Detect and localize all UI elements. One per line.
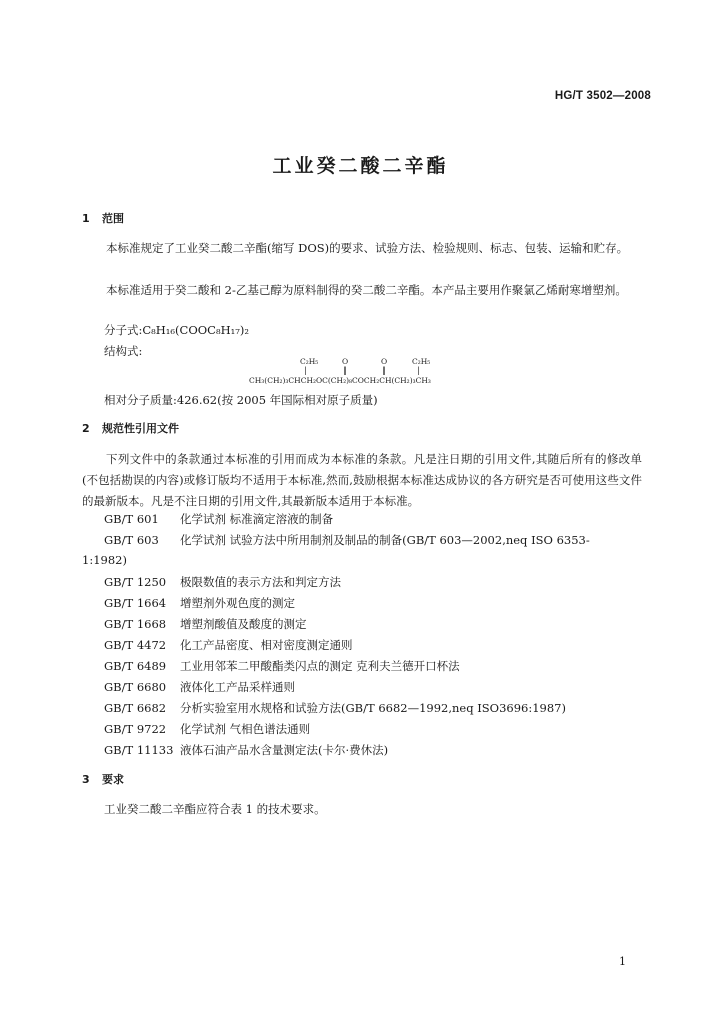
double-bond: ‖ [382, 366, 386, 375]
reference-item [104, 742, 388, 758]
paragraph: 下列文件中的条款通过本标准的引用而成为本标准的条款。凡是注日期的引用文件,其随后所有的修改单(不包括勘误的内容)或修订版均不适用于本标准,然而,鼓励根据本标准达成协议的各方研究是否可使用这些文件的最新版本。凡是不注日期的引用文件,其最新版本适用于本标准。 [82, 452, 642, 508]
standard-code: HG/T 3502—2008 [554, 90, 651, 102]
reference-title: 增塑剂外观色度的测定 [180, 596, 295, 610]
reference-title: 液体化工产品采样通则 [180, 680, 295, 694]
paragraph: 工业癸二酸二辛酯应符合表 1 的技术要求。 [104, 802, 326, 816]
reference-code: GB/T 11133 [104, 743, 174, 757]
section-3-heading [82, 771, 124, 787]
section-number: 1 [82, 212, 90, 225]
reference-title: 液体石油产品水含量测定法(卡尔·费休法) [180, 743, 389, 757]
reference-code: GB/T 1664 [104, 596, 167, 610]
bond-line: | [304, 366, 307, 375]
molecular-formula: 分子式:C₈H₁₆(COOC₈H₁₇)₂ [104, 323, 249, 337]
reference-title: 工业用邻苯二甲酸酯类闪点的测定 克利夫兰德开口杯法 [180, 659, 460, 673]
reference-code: GB/T 6682 [104, 701, 167, 715]
carbonyl-oxygen-1: O [342, 357, 349, 366]
reference-code: GB/T 6680 [104, 680, 167, 694]
section-number: 3 [82, 773, 90, 786]
reference-title: 化学试剂 气相色谱法通则 [180, 722, 311, 736]
paragraph: 本标准规定了工业癸二酸二辛酯(缩写 DOS)的要求、试验方法、检验规则、标志、包装、运输和贮存。 [106, 241, 629, 255]
reference-title: 化学试剂 标准滴定溶液的制备 [180, 512, 334, 526]
molecular-mass: 相对分子质量:426.62(按 2005 年国际相对原子质量) [104, 393, 378, 407]
bond-line: | [417, 366, 420, 375]
reference-code: GB/T 601 [104, 512, 159, 526]
reference-item [104, 511, 333, 527]
reference-code: GB/T 6489 [104, 659, 167, 673]
reference-code: GB/T 1668 [104, 617, 167, 631]
reference-continuation: 1:1982) [82, 553, 127, 567]
carbonyl-oxygen-2: O [381, 357, 388, 366]
section-1-heading [82, 210, 124, 226]
reference-item [104, 658, 460, 674]
reference-title: 化工产品密度、相对密度测定通则 [180, 638, 353, 652]
reference-title: 增塑剂酸值及酸度的测定 [180, 617, 307, 631]
reference-item [104, 574, 341, 590]
main-chain: CH₃(CH₂)₃CHCH₂OC(CH₂)₈COCH₂CH(CH₂)₃CH₃ [249, 376, 431, 385]
section-title: 规范性引用文件 [102, 422, 179, 435]
reference-item [104, 637, 353, 653]
reference-code: GB/T 4472 [104, 638, 167, 652]
reference-title: 分析实验室用水规格和试验方法(GB/T 6682—1992,neq ISO3696:1987) [180, 701, 566, 715]
page-number: 1 [619, 955, 626, 968]
section-title: 范围 [102, 212, 124, 225]
reference-item [104, 595, 295, 611]
structure-label: 结构式: [104, 344, 143, 358]
reference-item [104, 532, 590, 548]
reference-item [104, 679, 295, 695]
ethyl-group-right: C₂H₅ [412, 357, 431, 366]
document-title: 工业癸二酸二辛酯 [272, 155, 449, 177]
reference-code: GB/T 1250 [104, 575, 167, 589]
section-title: 要求 [102, 773, 124, 786]
paragraph: 本标准适用于癸二酸和 2-乙基己醇为原料制得的癸二酸二辛酯。本产品主要用作聚氯乙烯耐寒增塑剂。 [106, 283, 627, 297]
reference-title: 极限数值的表示方法和判定方法 [180, 575, 341, 589]
reference-item [104, 616, 307, 632]
ethyl-group-left: C₂H₅ [300, 357, 319, 366]
reference-code: GB/T 603 [104, 533, 159, 547]
section-number: 2 [82, 422, 90, 435]
reference-item [104, 700, 566, 716]
reference-item [104, 721, 310, 737]
reference-code: GB/T 9722 [104, 722, 167, 736]
reference-title: 化学试剂 试验方法中所用制剂及制品的制备(GB/T 603—2002,neq ISO 6353- [180, 533, 590, 547]
double-bond: ‖ [343, 366, 347, 375]
section-2-heading [82, 420, 179, 436]
